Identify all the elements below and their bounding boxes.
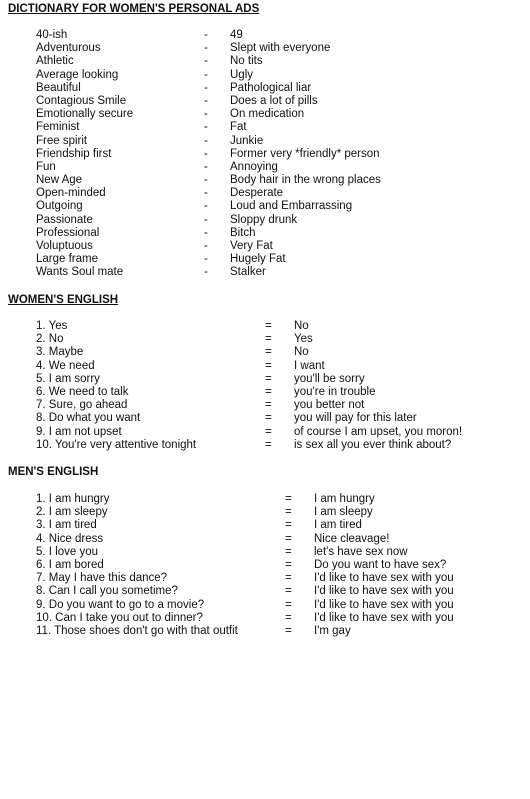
entry-term: Beautiful xyxy=(36,81,81,94)
entry-term: 2. I am sleepy xyxy=(36,506,108,519)
entry-separator: = xyxy=(265,385,272,398)
entry-separator: - xyxy=(204,134,208,147)
entry-separator: = xyxy=(265,372,272,385)
entry-term: 7. Sure, go ahead xyxy=(36,399,128,412)
list-item xyxy=(0,200,530,213)
entry-meaning: Former very *friendly* person xyxy=(230,147,380,160)
entry-separator: = xyxy=(285,558,292,571)
entry-meaning: I'd like to have sex with you xyxy=(314,572,454,585)
entry-meaning: I am sleepy xyxy=(314,506,373,519)
entry-meaning: Fat xyxy=(230,121,247,134)
entry-term: Open-minded xyxy=(36,187,106,200)
entry-meaning: let's have sex now xyxy=(314,545,408,558)
womens-english-list xyxy=(0,320,530,452)
entry-meaning: I'd like to have sex with you xyxy=(314,611,454,624)
list-item xyxy=(0,42,530,55)
entry-separator: = xyxy=(285,598,292,611)
list-item xyxy=(0,506,530,519)
entry-term: 9. Do you want to go to a movie? xyxy=(36,598,205,611)
entry-term: Large frame xyxy=(36,253,99,266)
entry-separator: = xyxy=(265,333,272,346)
entry-separator: - xyxy=(204,200,208,213)
entry-term: 3. I am tired xyxy=(36,519,97,532)
list-item xyxy=(0,29,530,42)
list-item xyxy=(0,399,530,412)
entry-separator: = xyxy=(285,493,292,505)
entry-term: 8. Can I call you sometime? xyxy=(36,585,178,598)
list-item xyxy=(0,599,530,612)
entry-term: 10. You're very attentive tonight xyxy=(36,438,197,451)
entry-term: 8. Do what you want xyxy=(36,412,141,425)
list-item xyxy=(0,546,530,559)
entry-meaning: I am hungry xyxy=(314,493,375,505)
entry-meaning: Desperate xyxy=(230,187,284,200)
entry-term: Passionate xyxy=(36,213,93,226)
entry-separator: = xyxy=(285,532,292,545)
list-item xyxy=(0,519,530,532)
entry-term: Emotionally secure xyxy=(36,108,134,121)
entry-term: 4. We need xyxy=(36,359,95,372)
entry-term: Average looking xyxy=(36,68,119,81)
list-item xyxy=(0,214,530,227)
entry-term: Outgoing xyxy=(36,200,83,213)
entry-term: Feminist xyxy=(36,121,80,134)
entry-meaning: Sloppy drunk xyxy=(230,213,298,226)
entry-separator: - xyxy=(204,42,208,55)
entry-meaning: 49 xyxy=(230,29,243,41)
entry-meaning: you will pay for this later xyxy=(294,412,417,425)
entry-separator: - xyxy=(204,108,208,121)
list-item xyxy=(0,108,530,121)
entry-term: 1. I am hungry xyxy=(36,493,110,505)
entry-separator: = xyxy=(265,399,272,412)
entry-meaning: I'm gay xyxy=(314,624,351,637)
mens-english-title: MEN'S ENGLISH xyxy=(8,466,99,478)
entry-term: Professional xyxy=(36,226,100,239)
entry-meaning: No tits xyxy=(230,55,263,68)
list-item xyxy=(0,572,530,585)
entry-term: Free spirit xyxy=(36,134,88,147)
entry-term: Wants Soul mate xyxy=(36,266,124,279)
entry-separator: - xyxy=(204,187,208,200)
entry-meaning: Junkie xyxy=(230,134,264,147)
entry-meaning: you're in trouble xyxy=(294,385,376,398)
entry-term: 40-ish xyxy=(36,29,68,41)
entry-meaning: Bitch xyxy=(230,226,256,239)
list-item xyxy=(0,612,530,625)
entry-separator: - xyxy=(204,160,208,173)
entry-meaning: Ugly xyxy=(230,68,254,81)
entry-term: Fun xyxy=(36,160,56,173)
list-item xyxy=(0,187,530,200)
entry-separator: = xyxy=(265,412,272,425)
entry-term: 9. I am not upset xyxy=(36,425,122,438)
entry-separator: - xyxy=(204,121,208,134)
entry-separator: = xyxy=(285,572,292,585)
entry-separator: - xyxy=(204,174,208,187)
list-item xyxy=(0,559,530,572)
entry-term: Contagious Smile xyxy=(36,94,127,107)
list-item xyxy=(0,82,530,95)
entry-separator: - xyxy=(204,147,208,160)
list-item xyxy=(0,625,530,638)
entry-meaning: Very Fat xyxy=(230,240,273,252)
entry-meaning: Annoying xyxy=(230,160,278,173)
entry-meaning: of course I am upset, you moron! xyxy=(294,425,463,438)
entry-separator: - xyxy=(204,81,208,94)
entry-term: 5. I am sorry xyxy=(36,372,100,385)
list-item xyxy=(0,360,530,373)
entry-separator: = xyxy=(265,438,272,451)
entry-separator: = xyxy=(285,506,292,519)
entry-meaning: Do you want to have sex? xyxy=(314,558,447,571)
list-item xyxy=(0,69,530,82)
list-item xyxy=(0,95,530,108)
entry-separator: - xyxy=(204,253,208,266)
entry-meaning: No xyxy=(294,320,309,332)
entry-term: 6. I am bored xyxy=(36,558,104,571)
entry-separator: = xyxy=(285,611,292,624)
list-item xyxy=(0,412,530,425)
womens-english-title: WOMEN'S ENGLISH xyxy=(8,294,119,306)
list-item xyxy=(0,174,530,187)
entry-term: Voluptuous xyxy=(36,240,93,252)
list-item xyxy=(0,55,530,68)
entry-separator: - xyxy=(204,240,208,252)
list-item xyxy=(0,373,530,386)
entry-separator: = xyxy=(265,359,272,372)
list-item xyxy=(0,439,530,452)
list-item xyxy=(0,240,530,253)
entry-separator: - xyxy=(204,266,208,279)
entry-separator: - xyxy=(204,29,208,41)
entry-separator: - xyxy=(204,94,208,107)
entry-separator: = xyxy=(285,519,292,532)
entry-meaning: Does a lot of pills xyxy=(230,94,318,107)
entry-term: 7. May I have this dance? xyxy=(36,572,168,585)
entry-meaning: Stalker xyxy=(230,266,266,279)
entry-term: 6. We need to talk xyxy=(36,385,129,398)
entry-separator: = xyxy=(285,585,292,598)
entry-term: 11. Those shoes don't go with that outfit xyxy=(36,624,238,637)
entry-term: 2. No xyxy=(36,333,64,346)
entry-term: Adventurous xyxy=(36,42,101,55)
entry-separator: = xyxy=(285,545,292,558)
entry-term: 4. Nice dress xyxy=(36,532,104,545)
list-item xyxy=(0,346,530,359)
list-item xyxy=(0,135,530,148)
entry-meaning: I'd like to have sex with you xyxy=(314,585,454,598)
list-item xyxy=(0,493,530,506)
list-item xyxy=(0,266,530,279)
list-item xyxy=(0,148,530,161)
entry-term: Athletic xyxy=(36,55,74,68)
dictionary-title: DICTIONARY FOR WOMEN'S PERSONAL ADS xyxy=(8,3,260,15)
entry-term: 1. Yes xyxy=(36,320,68,332)
entry-separator: - xyxy=(204,226,208,239)
entry-meaning: No xyxy=(294,346,309,359)
list-item xyxy=(0,426,530,439)
entry-term: 3. Maybe xyxy=(36,346,84,359)
entry-meaning: I'd like to have sex with you xyxy=(314,598,454,611)
entry-term: 5. I love you xyxy=(36,545,99,558)
entry-separator: - xyxy=(204,213,208,226)
entry-meaning: you'll be sorry xyxy=(294,372,365,385)
entry-separator: - xyxy=(204,68,208,81)
entry-meaning: Pathological liar xyxy=(230,81,312,94)
list-item xyxy=(0,227,530,240)
entry-separator: = xyxy=(265,320,272,332)
entry-term: 10. Can I take you out to dinner? xyxy=(36,611,203,624)
list-item xyxy=(0,320,530,333)
entry-meaning: is sex all you ever think about? xyxy=(294,438,452,451)
entry-meaning: I am tired xyxy=(314,519,362,532)
entry-meaning: I want xyxy=(294,359,325,372)
list-item xyxy=(0,253,530,266)
list-item xyxy=(0,121,530,134)
dictionary-list xyxy=(0,29,530,280)
entry-separator: = xyxy=(285,624,292,637)
entry-separator: = xyxy=(265,425,272,438)
entry-separator: - xyxy=(204,55,208,68)
list-item xyxy=(0,533,530,546)
list-item xyxy=(0,333,530,346)
entry-meaning: Nice cleavage! xyxy=(314,532,390,545)
entry-term: Friendship first xyxy=(36,147,112,160)
entry-meaning: Slept with everyone xyxy=(230,42,331,55)
entry-meaning: Yes xyxy=(294,333,313,346)
entry-term: New Age xyxy=(36,174,83,187)
entry-meaning: Hugely Fat xyxy=(230,253,286,266)
list-item xyxy=(0,386,530,399)
entry-meaning: On medication xyxy=(230,108,305,121)
entry-meaning: you better not xyxy=(294,399,365,412)
entry-meaning: Body hair in the wrong places xyxy=(230,174,381,187)
mens-english-list xyxy=(0,493,530,638)
entry-meaning: Loud and Embarrassing xyxy=(230,200,353,213)
entry-separator: = xyxy=(265,346,272,359)
list-item xyxy=(0,585,530,598)
list-item xyxy=(0,161,530,174)
